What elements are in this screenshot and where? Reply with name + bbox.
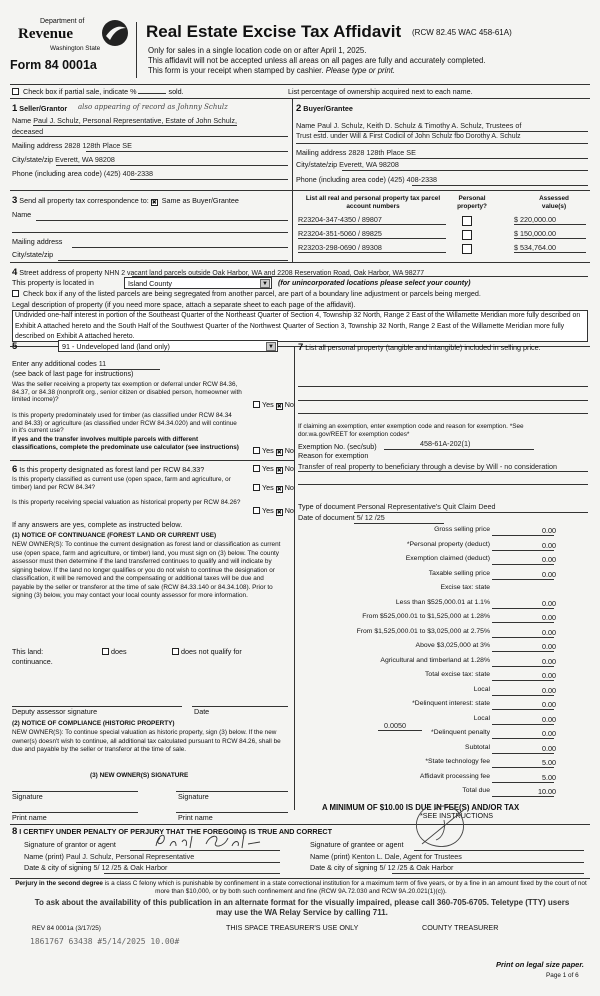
grantee-print-label: Name (print) xyxy=(310,852,350,861)
revision-label: REV 84 0001a (3/17/25) xyxy=(32,925,101,932)
buyer-city-label: City/state/zip xyxy=(296,160,338,169)
tax-row-value[interactable]: 0.00 xyxy=(542,671,556,680)
tax-row-label: Exemption claimed (deduct) xyxy=(405,555,490,562)
timber-question: Is this property predominately used for timber (as classified under RCW 84.34 and 84.33) or agriculture (as classified under RCW 84.34.020) and will continue in it's current use? xyxy=(12,412,237,435)
section-3-name-label: Name xyxy=(12,210,32,219)
tax-row-value[interactable]: 0.00 xyxy=(542,613,556,622)
subtitle-3: This form is your receipt when stamped by cashier. xyxy=(148,66,324,75)
dor-logo xyxy=(10,12,132,82)
parcel-number[interactable]: R23204-347-4350 / 89807 xyxy=(298,215,446,225)
seller-mail-label: Mailing address xyxy=(12,141,63,150)
current-use-yes-label: Yes xyxy=(262,483,274,492)
notice-1-title: (1) NOTICE OF CONTINUANCE (FOREST LAND OR CURRENT USE) xyxy=(12,532,217,539)
perjury-notice xyxy=(12,880,590,895)
does-checkbox[interactable] xyxy=(102,648,109,655)
forest-yes-checkbox[interactable] xyxy=(253,465,260,472)
legal-description-label: Legal description of property (if you need more space, attach a separate sheet to each page of the affidavit). xyxy=(12,300,356,309)
tax-row-value[interactable]: 0.00 xyxy=(542,541,556,550)
tax-row-label: Total due xyxy=(462,787,490,794)
same-as-buyer-label: Same as Buyer/Grantee xyxy=(161,196,239,205)
exemption-no-field[interactable]: 458-61A-202(1) xyxy=(420,439,471,448)
land-use-select[interactable] xyxy=(58,340,278,352)
street-label: Street address of property xyxy=(19,268,103,277)
tax-row xyxy=(300,555,560,567)
treasurer-use-label: THIS SPACE TREASURER'S USE ONLY xyxy=(226,923,359,932)
tax-row xyxy=(300,599,560,611)
current-use-no-label: No xyxy=(284,483,294,492)
segregated-label: Check box if any of the listed parcels are being segregated from another parcel, are part of a boundary line adjustment or parcels being merged. xyxy=(23,289,481,298)
tax-row xyxy=(300,671,560,683)
tax-row-label: Above $3,025,000 at 3% xyxy=(415,642,490,649)
seller-name-label: Name xyxy=(12,116,32,125)
segregated-checkbox[interactable] xyxy=(12,290,19,297)
certify-statement: I CERTIFY UNDER PENALTY OF PERJURY THAT THE FOREGOING IS TRUE AND CORRECT xyxy=(19,827,332,836)
current-use-yes-checkbox[interactable] xyxy=(253,484,260,491)
parcel-header: List all real and personal property tax parcel account numbers xyxy=(305,195,441,210)
codes-note: (see back of last page for instructions) xyxy=(12,369,134,378)
tax-row xyxy=(300,773,560,785)
section-5-number: 5 xyxy=(12,341,18,352)
section-1-number: 1 xyxy=(12,103,18,114)
if-yes-note: If any answers are yes, complete as instructed below. xyxy=(12,520,183,529)
tax-row-label: Subtotal xyxy=(465,744,490,751)
new-owner-print-label-2: Print name xyxy=(178,813,213,822)
tax-row xyxy=(300,570,560,582)
ownership-note: List percentage of ownership acquired next to each name. xyxy=(288,87,473,96)
assessed-value[interactable]: $ 150,000.00 xyxy=(514,229,586,239)
cashier-stamp: 1861767 63438 #5/14/2025 10.00# xyxy=(30,937,180,946)
buyer-phone-field[interactable]: (425) 408-2338 xyxy=(387,175,438,184)
see-instructions-note: *SEE INSTRUCTIONS xyxy=(420,811,494,820)
tax-row-label: Total excise tax: state xyxy=(425,671,490,678)
dept-line3: Washington State xyxy=(50,45,101,52)
tax-row xyxy=(300,613,560,625)
county-select-value: Island County xyxy=(128,279,172,288)
q2-no-checkbox[interactable] xyxy=(276,449,283,456)
grantor-print-field[interactable]: Paul J. Schulz, Personal Representative xyxy=(65,852,195,861)
buyer-name-field-2[interactable]: Trust estd. under Will & First Codicil of John Schulz fbo Dorothy A. Schulz xyxy=(296,133,521,140)
personal-property-checkbox[interactable] xyxy=(462,216,472,226)
current-use-question: Is this property classified as current use (open space, farm and agriculture, or timber) land per RCW 84.34? xyxy=(12,476,231,491)
tax-row xyxy=(300,541,560,553)
doc-type-field[interactable]: Personal Representative's Quit Claim Deed xyxy=(357,502,496,511)
section-4-number: 4 xyxy=(12,267,18,278)
buyer-phone-label: Phone (including area code) xyxy=(296,175,386,184)
tax-row-label: *Delinquent penalty xyxy=(431,729,490,736)
legal-paper-note: Print on legal size paper. xyxy=(496,960,584,969)
new-owner-print-label-1: Print name xyxy=(12,813,47,822)
seller-phone-label: Phone (including area code) xyxy=(12,169,102,178)
forest-no-label: No xyxy=(284,464,294,473)
unincorporated-note: (for unincorporated locations please select your county) xyxy=(278,278,471,287)
section-7-label: List all personal property (tangible and intangible) included in selling price. xyxy=(305,343,541,352)
tax-row-value[interactable]: 0.00 xyxy=(542,570,556,579)
exemption-note: If claiming an exemption, enter exemption code and reason for exemption. *See dor.wa.gov/REET for exemption codes* xyxy=(298,423,524,438)
additional-codes-field[interactable]: 11 xyxy=(98,359,107,368)
personal-property-checkbox[interactable] xyxy=(462,230,472,240)
section-3-mail-label: Mailing address xyxy=(12,237,63,246)
subtitle-3-italic: Please type or print. xyxy=(325,66,396,75)
minimum-due-note: A MINIMUM OF $10.00 IS DUE IN FEE(S) AND/OR TAX xyxy=(322,803,520,812)
tax-row-label: Less than $525,000.01 at 1.1% xyxy=(395,599,490,606)
section-6-number: 6 xyxy=(12,464,18,475)
tax-row-value[interactable]: 0.00 xyxy=(542,599,556,608)
located-in-label: This property is located in xyxy=(12,278,94,287)
tax-row-value[interactable]: 0.00 xyxy=(542,526,556,535)
q1-yes-checkbox[interactable] xyxy=(253,401,260,408)
dept-line1: Department of xyxy=(40,18,85,25)
section-8-number: 8 xyxy=(12,826,18,837)
q2-yes-label: Yes xyxy=(262,446,274,455)
tax-row-value[interactable]: 0.00 xyxy=(542,700,556,709)
tax-row xyxy=(300,686,560,698)
deputy-date-label: Date xyxy=(194,707,210,716)
assessed-value[interactable]: $ 534,764.00 xyxy=(514,243,586,253)
page-number: Page 1 of 6 xyxy=(546,972,579,979)
parcel-number[interactable]: R23204-351-5060 / 89825 xyxy=(298,229,446,239)
tax-row xyxy=(300,715,560,727)
doc-date-label: Date of document xyxy=(298,513,355,522)
section-7-number: 7 xyxy=(298,342,304,353)
dept-line2: Revenue xyxy=(18,26,73,42)
buyer-name-field[interactable]: Paul J. Schulz, Keith D. Schulz & Timothy A. Schulz, Trustees of xyxy=(317,121,522,130)
seller-handwritten-note: also appearing of record as Johnny Schulz xyxy=(78,103,228,111)
additional-codes-label: Enter any additional codes xyxy=(12,359,97,368)
continuance-label: continuance. xyxy=(12,657,53,666)
q2-no-label: No xyxy=(284,446,294,455)
notice-2-title: (2) NOTICE OF COMPLIANCE (HISTORIC PROPERTY) xyxy=(12,720,175,727)
subtitle-1: Only for sales in a single location code on or after April 1, 2025. xyxy=(148,46,367,55)
page-title: Real Estate Excise Tax Affidavit xyxy=(146,22,402,41)
tax-row xyxy=(300,729,560,741)
partial-sold-label: sold. xyxy=(168,87,184,96)
tax-row-value[interactable]: 0.00 xyxy=(542,744,556,753)
partial-sale-label: Check box if partial sale, indicate % xyxy=(23,87,137,96)
tax-row xyxy=(300,787,560,799)
tax-row-value[interactable]: 0.00 xyxy=(542,642,556,651)
grantee-signature[interactable] xyxy=(400,800,480,852)
this-land-label: This land: xyxy=(12,647,44,656)
tax-row-value[interactable]: 0.00 xyxy=(542,729,556,738)
current-use-no-checkbox[interactable] xyxy=(276,486,283,493)
does-label: does xyxy=(111,647,127,656)
exemption-no-label: Exemption No. (sec/sub) xyxy=(298,442,377,451)
rcw-reference: (RCW 82.45 WAC 458-61A) xyxy=(412,28,512,37)
tax-row xyxy=(300,657,560,669)
exemption-question: Was the seller receiving a property tax exemption or deferral under RCW 84.36, 84.37, or 84.38 (nonprofit org., senior citizen or disabled person, homeowner with limited income)? xyxy=(12,381,242,404)
dropdown-arrow-icon: ▼ xyxy=(266,342,276,351)
notice-1-body: NEW OWNER(S): To continue the current designation as forest land or classification as current use (open space, farm and agriculture, or timber) land, you must sign on (3) below. The county assessor must then determine if the land transferred continues to qualify and will indicate by signing below. If the land no longer qualifies or you do not wish to continue the designation or classification, it will be removed and the compensating or additional taxes will be due and payable by the seller or transferor at the time of sale (RCW 84.33.140 or 84.34.108). Prior to signing (3) below, you may contact your local county assessor for more information. xyxy=(12,541,281,599)
reason-field[interactable]: Transfer of real property to beneficiary through a devise by Will - no consideration xyxy=(298,462,558,471)
seller-city-label: City/state/zip xyxy=(12,155,54,164)
tax-row-value[interactable]: 0.00 xyxy=(542,555,556,564)
tax-row xyxy=(300,758,560,770)
parcel-number[interactable]: R23203-298-0690 / 89308 xyxy=(298,243,446,253)
doc-type-label: Type of document xyxy=(298,502,356,511)
perjury-bold: Perjury in the second degree xyxy=(15,880,103,887)
tax-row xyxy=(300,526,560,538)
local-rate-value: 0.0050 xyxy=(384,721,406,730)
historic-yes-checkbox[interactable] xyxy=(253,507,260,514)
perjury-text: is a class C felony which is punishable by confinement in a state correctional institution for a maximum term of five years, or by a fine in an amount fixed by the court of not more than $10,000, or by both such confinement and fine (RCW 9A.72.030 and RCW 9A.20.021(1)(c)). xyxy=(104,880,587,895)
seller-phone-field[interactable]: (425) 408-2338 xyxy=(103,169,154,178)
grantor-date-label: Date & city of signing xyxy=(24,863,92,872)
personal-property-checkbox[interactable] xyxy=(462,244,472,254)
form-number: Form 84 0001a xyxy=(10,58,97,72)
grantee-print-field[interactable]: Kenton L. Dale, Agent for Trustees xyxy=(351,852,462,861)
tax-row-label: Agricultural and timberland at 1.28% xyxy=(380,657,490,664)
land-use-select-value: 91 - Undeveloped land (land only) xyxy=(62,342,170,351)
tax-row-label: From $1,525,000.01 to $3,025,000 at 2.75% xyxy=(356,628,490,635)
grantor-date-field[interactable]: 5/ 12 /25 & Oak Harbor xyxy=(93,863,168,872)
dor-swoosh-icon xyxy=(100,18,130,48)
grantee-date-field[interactable]: 5/ 12 /25 & Oak Harbor xyxy=(379,863,454,872)
tax-row-value[interactable]: 0.00 xyxy=(542,715,556,724)
buyer-city-field[interactable]: Everett, WA 98208 xyxy=(339,160,399,169)
tax-row-value[interactable]: 10.00 xyxy=(538,787,556,796)
tax-row-value[interactable]: 5.00 xyxy=(542,773,556,782)
tax-row-value[interactable]: 0.00 xyxy=(542,628,556,637)
tax-row xyxy=(300,700,560,712)
tax-row-label: Gross selling price xyxy=(434,526,490,533)
tax-row-label: Taxable selling price xyxy=(428,570,490,577)
seller-name-field-2[interactable]: deceased xyxy=(12,127,288,137)
tax-row-label: Local xyxy=(473,715,490,722)
county-treasurer-label: COUNTY TREASURER xyxy=(422,923,499,932)
forest-yes-label: Yes xyxy=(262,464,274,473)
dropdown-arrow-icon: ▼ xyxy=(260,279,270,288)
forest-no-checkbox[interactable] xyxy=(276,467,283,474)
section-3-city-label: City/state/zip xyxy=(12,250,54,259)
tax-row-label: Affidavit processing fee xyxy=(419,773,490,780)
seller-name-field[interactable]: Paul J. Schulz, Personal Representative, Estate of John Schulz, xyxy=(33,116,237,125)
grantee-signature-label: Signature of grantee or agent xyxy=(310,840,404,849)
tax-row-label: Excise tax: state xyxy=(440,584,490,591)
tax-row-value[interactable]: 0.00 xyxy=(542,657,556,666)
assessed-value[interactable]: $ 220,000.00 xyxy=(514,215,586,225)
grantor-signature-label: Signature of grantor or agent xyxy=(24,840,116,849)
tax-row-label: *Personal property (deduct) xyxy=(406,541,490,548)
county-select[interactable] xyxy=(124,277,272,289)
grantor-print-label: Name (print) xyxy=(24,852,64,861)
section-3-number: 3 xyxy=(12,195,18,206)
buyer-mail-field[interactable]: 2828 128th Place SE xyxy=(348,148,416,157)
partial-sale-checkbox[interactable] xyxy=(12,88,19,95)
new-owner-signature-label-2: Signature xyxy=(178,792,209,801)
tax-row-value[interactable]: 0.00 xyxy=(542,686,556,695)
notice-2-body: NEW OWNER(S): To continue special valuation as historic property, sign (3) below. If the new owner(s) doesn't wish to continue, all additional tax calculated pursuant to RCW 84.26, shall be due and payable by the seller or transferor at the time of sale. xyxy=(12,729,281,753)
assessed-value-header: Assessed value(s) xyxy=(539,195,569,210)
tax-row-label: *Delinquent interest: state xyxy=(412,700,490,707)
deputy-signature-label: Deputy assessor signature xyxy=(12,707,98,716)
tax-row xyxy=(300,642,560,654)
historic-yes-label: Yes xyxy=(262,506,274,515)
seller-heading: Seller/Grantor xyxy=(19,104,68,113)
buyer-heading: Buyer/Grantee xyxy=(303,104,353,113)
q1-no-label: No xyxy=(284,400,294,409)
tax-row-value[interactable]: 5.00 xyxy=(542,758,556,767)
historic-no-label: No xyxy=(284,506,294,515)
legal-description-field[interactable]: Undivided one-half interest in portion of the Southeast Quarter of the Northeast Quarter of Section 4, Township 32 North, Range 2 East of the Willamette Meridian more fully described on Exhibit A attached hereto and the South Half of the Southwest Quarter of the Northwest Quarter of Section 3, Township 32 North, Range 2 East of the Willamette Meridian more fully described on Exhibit A attached hereto. xyxy=(12,310,588,342)
tax-row xyxy=(300,584,560,596)
subtitle-2: This affidavit will not be accepted unless all areas on all pages are fully and accurately completed. xyxy=(148,56,486,65)
street-address-field[interactable]: NHN 2 vacant land parcels outside Oak Harbor, WA and 2208 Reservation Road, Oak Harbor, WA 98277 xyxy=(104,270,425,277)
tax-row-label: *State technology fee xyxy=(425,758,490,765)
timber-calculator-note: If yes and the transfer involves multiple parcels with different classifications, complete the predominate use calculator (see instructions) xyxy=(12,436,239,451)
section-2-number: 2 xyxy=(296,103,302,114)
tax-row xyxy=(300,744,560,756)
grantee-date-label: Date & city of signing xyxy=(310,863,378,872)
alt-format-note: To ask about the availability of this publication in an alternate format for the visually impaired, please call 360-705-6705. Teletype (TTY) users may use the WA Relay Service by calling 711. xyxy=(34,898,570,917)
same-as-buyer-checkbox[interactable] xyxy=(151,199,158,206)
does-not-label: does not qualify for xyxy=(181,647,242,656)
forest-question: Is this property designated as forest land per RCW 84.33? xyxy=(19,465,205,474)
buyer-mail-label: Mailing address xyxy=(296,148,347,157)
historic-no-checkbox[interactable] xyxy=(276,509,283,516)
new-owner-signature-label-1: Signature xyxy=(12,792,43,801)
buyer-name-label: Name xyxy=(296,121,316,130)
grantor-signature[interactable] xyxy=(136,830,276,850)
doc-date-field[interactable]: 5/ 12 /25 xyxy=(356,513,385,522)
tax-row-label: Local xyxy=(473,686,490,693)
q1-no-checkbox[interactable] xyxy=(276,403,283,410)
personal-property-header: Personal property? xyxy=(457,195,487,210)
notice-3-title: (3) NEW OWNER(S) SIGNATURE xyxy=(90,772,189,779)
tax-row xyxy=(300,628,560,640)
does-not-checkbox[interactable] xyxy=(172,648,179,655)
q1-yes-label: Yes xyxy=(262,400,274,409)
section-3-label: Send all property tax correspondence to: xyxy=(19,196,149,205)
tax-row-label: From $525,000.01 to $1,525,000 at 1.28% xyxy=(362,613,490,620)
reason-label: Reason for exemption xyxy=(298,451,369,460)
seller-city-field[interactable]: Everett, WA 98208 xyxy=(55,155,115,164)
q2-yes-checkbox[interactable] xyxy=(253,447,260,454)
historic-question: Is this property receiving special valuation as historical property per RCW 84.26? xyxy=(12,499,241,506)
seller-mail-field[interactable]: 2828 128th Place SE xyxy=(64,141,132,150)
